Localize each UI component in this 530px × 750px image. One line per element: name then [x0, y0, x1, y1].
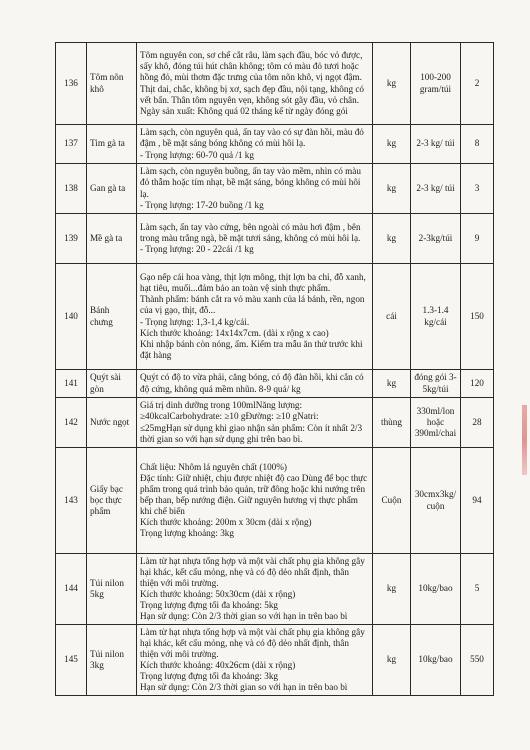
row-number: 139: [56, 214, 87, 264]
quantity: 150: [461, 264, 494, 370]
row-number: 138: [56, 164, 87, 214]
product-description: Làm sạch, ấn tay vào cứng, bên ngoài có màu hơi đậm , bên trong màu trắng ngà, bề mặt tươi sáng, không có mùi hôi lạ. - Trọng lượng: 20 - 22cái /1 kg: [137, 214, 373, 264]
quantity: 9: [461, 214, 494, 264]
quantity: 94: [461, 448, 494, 554]
table-row: [56, 448, 494, 554]
product-name: Tôm nõn khô: [87, 43, 137, 125]
product-description: Quýt có độ to vừa phải, căng bóng, có độ đàn hồi, khi cắn có độ cứng, không quá mềm nhũn. 8-9 quả/ kg: [137, 370, 373, 398]
table-row: [56, 625, 494, 696]
row-number: 143: [56, 448, 87, 554]
row-number: 140: [56, 264, 87, 370]
packaging-spec: 30cmx3kg/ cuộn: [411, 448, 461, 554]
product-name: Tim gà ta: [87, 125, 137, 164]
packaging-spec: 2-3 kg/ túi: [411, 164, 461, 214]
product-description: Làm sạch, còn nguyên quả, ấn tay vào có sự đàn hồi, màu đỏ đậm , bề mặt sáng bóng không có mùi hôi lạ. - Trọng lượng: 60-70 quả /1 kg: [137, 125, 373, 164]
row-number: 145: [56, 625, 87, 696]
quantity: 2: [461, 43, 494, 125]
quantity: 3: [461, 164, 494, 214]
product-name: Gan gà ta: [87, 164, 137, 214]
packaging-spec: đóng gói 3-5kg/túi: [411, 370, 461, 398]
table-row: [56, 125, 494, 164]
table-row: [56, 43, 494, 125]
packaging-spec: 10kg/bao: [411, 625, 461, 696]
table-row: [56, 264, 494, 370]
row-number: 142: [56, 398, 87, 448]
quantity: 550: [461, 625, 494, 696]
table-row: [56, 214, 494, 264]
table-row: [56, 164, 494, 214]
product-description: Gạo nếp cái hoa vàng, thịt lợn mông, thịt lợn ba chỉ, đỗ xanh, hạt tiêu, muối...đảm bảo an toàn vệ sinh thực phẩm. Thành phẩm: bánh cắt ra vỏ màu xanh của lá bánh, rền, ngon của vị gạo, thịt, đỗ... - Trọng lượng: 1,3-1,4 kg/cái. Kích thước khoảng: 14x14x7cm. (dài x rộng x cao) Khi nhập bánh còn nóng, ấm. Kiểm tra mẫu ăn thử trước khi đặt hàng: [137, 264, 373, 370]
unit: kg: [373, 625, 411, 696]
table-row: [56, 370, 494, 398]
packaging-spec: 330ml/lon hoặc 390ml/chai: [411, 398, 461, 448]
product-description: Chất liệu: Nhôm lá nguyên chất (100%) Đặc tính: Giữ nhiệt, chịu được nhiệt độ cao Dùng để bọc thực phẩm trong quá trình bảo quản, trữ đông hoặc khi nướng trên bếp than, bếp nướng điện. Giữ nguyên hương vị thực phẩm khi chế biến Kích thước khoảng: 200m x 30cm (dài x rộng) Trọng lượng khoảng: 3kg: [137, 448, 373, 554]
unit: kg: [373, 214, 411, 264]
product-name: Mề gà ta: [87, 214, 137, 264]
packaging-spec: 100-200 gram/túi: [411, 43, 461, 125]
unit: Cuộn: [373, 448, 411, 554]
product-description: Làm từ hạt nhựa tổng hợp và một vài chất phụ gia không gây hại khác, kết cấu mỏng, nhẹ và có độ dẻo nhất định, thân thiện với môi trường. Kích thước khoảng: 50x30cm (dài x rộng) Trọng lượng đựng tối đa khoảng: 5kg Hạn sử dụng: Còn 2/3 thời gian so với hạn in trên bao bì: [137, 554, 373, 625]
unit: cái: [373, 264, 411, 370]
row-number: 144: [56, 554, 87, 625]
table-row: [56, 554, 494, 625]
packaging-spec: 10kg/bao: [411, 554, 461, 625]
product-name: Túi nilon 3kg: [87, 625, 137, 696]
product-spec-table: [55, 42, 494, 696]
quantity: 28: [461, 398, 494, 448]
product-description: Giá trị dinh dưỡng trong 100mlNăng lượng: ≥40kcalCarbohydrate: ≥10 gĐường: ≥10 gNatri: ≤25mgHạn sử dụng khi giao nhận sản phẩm: Còn ít nhất 2/3 thời gian so với hạn sử dụng ghi trên bao bì.: [137, 398, 373, 448]
product-description: Làm từ hạt nhựa tổng hợp và một vài chất phụ gia không gây hại khác, kết cấu mỏng, nhẹ và có độ dẻo nhất định, thân thiện với môi trường. Kích thước khoảng: 40x26cm (dài x rộng) Trọng lượng đựng tối đa khoảng: 3kg Hạn sử dụng: Còn 2/3 thời gian so với hạn in trên bao bì: [137, 625, 373, 696]
red-edge-mark: [522, 405, 527, 475]
row-number: 137: [56, 125, 87, 164]
product-name: Quýt sài gòn: [87, 370, 137, 398]
packaging-spec: 2-3 kg/ túi: [411, 125, 461, 164]
quantity: 5: [461, 554, 494, 625]
table-row: [56, 398, 494, 448]
unit: kg: [373, 370, 411, 398]
unit: kg: [373, 554, 411, 625]
unit: kg: [373, 164, 411, 214]
product-name: Giấy bạc bọc thực phẩm: [87, 448, 137, 554]
unit: kg: [373, 43, 411, 125]
quantity: 8: [461, 125, 494, 164]
product-name: Nước ngọt: [87, 398, 137, 448]
product-description: Làm sạch, còn nguyên buồng, ấn tay vào mềm, nhìn có màu đỏ thẫm hoặc tím nhạt, bề mặt sáng, bóng không có mùi hôi lạ. - Trọng lượng: 17-20 buồng /1 kg: [137, 164, 373, 214]
packaging-spec: 1.3-1.4 kg/cái: [411, 264, 461, 370]
quantity: 120: [461, 370, 494, 398]
product-name: Bánh chưng: [87, 264, 137, 370]
unit: kg: [373, 125, 411, 164]
row-number: 136: [56, 43, 87, 125]
product-description: Tôm nguyên con, sơ chế cắt râu, làm sạch đầu, bóc vỏ được, sấy khô, đóng túi hút chân không; tôm có màu đỏ tươi hoặc hồng đỏ, mùi thơm đặc trưng của tôm nõn khô, vị ngọt đậm. Thịt dai, chắc, không bị xơ, sạch đẹp đầu, nội tạng, không có vết bẩn. Thân tôm nguyên vẹn, không sót gãy đầu, vỏ chân. Ngày sản xuất: Không quá 02 tháng kể từ ngày đóng gói: [137, 43, 373, 125]
unit: thùng: [373, 398, 411, 448]
product-name: Túi nilon 5kg: [87, 554, 137, 625]
packaging-spec: 2-3kg/túi: [411, 214, 461, 264]
row-number: 141: [56, 370, 87, 398]
